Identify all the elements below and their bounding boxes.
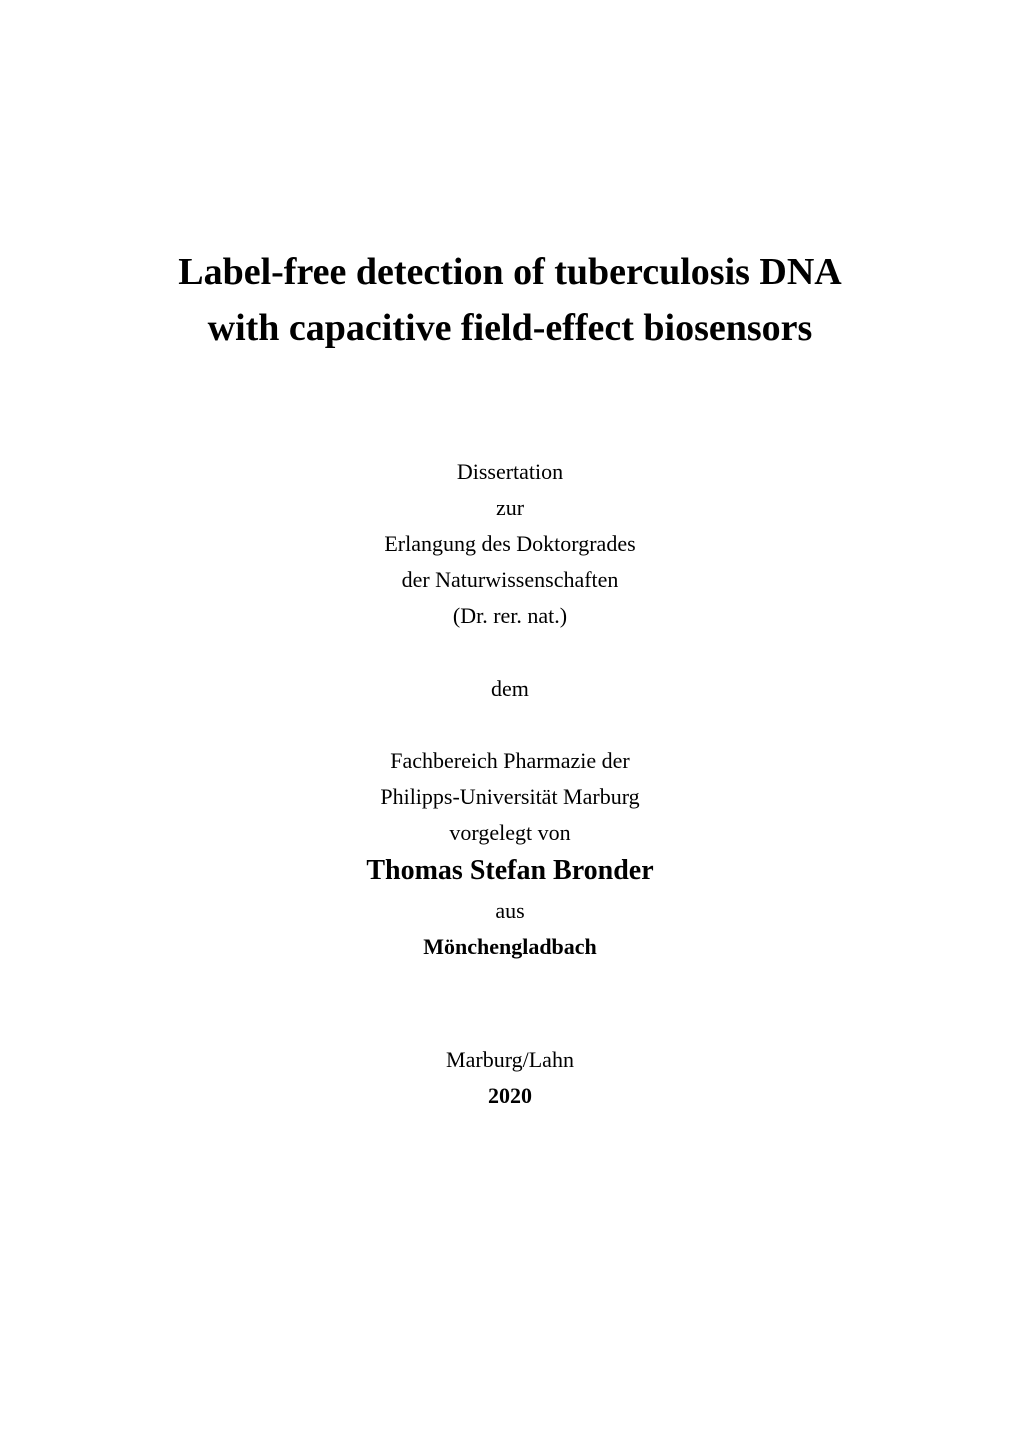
- thesis-title-line-1: Label-free detection of tuberculosis DNA: [178, 251, 842, 293]
- degree-line-erlangung: Erlangung des Doktorgrades: [384, 531, 636, 556]
- department-line-vorgelegt: vorgelegt von: [449, 820, 571, 845]
- department-line-university: Philipps-Universität Marburg: [380, 784, 640, 809]
- degree-line-dissertation: Dissertation: [456, 459, 564, 484]
- degree-line-dr-rer-nat: (Dr. rer. nat.): [452, 603, 568, 628]
- department-line-fachbereich: Fachbereich Pharmazie der: [390, 748, 630, 773]
- degree-line-zur: zur: [495, 495, 525, 520]
- degree-line-naturwissenschaften: der Naturwissenschaften: [401, 567, 619, 592]
- place: Marburg/Lahn: [446, 1047, 574, 1072]
- dem-text: dem: [491, 676, 529, 701]
- aus-text: aus: [495, 898, 525, 923]
- thesis-title-line-2: with capacitive field-effect biosensors: [207, 307, 813, 349]
- year: 2020: [488, 1083, 532, 1108]
- author-name: Thomas Stefan Bronder: [366, 855, 654, 886]
- hometown: Mönchengladbach: [423, 934, 597, 959]
